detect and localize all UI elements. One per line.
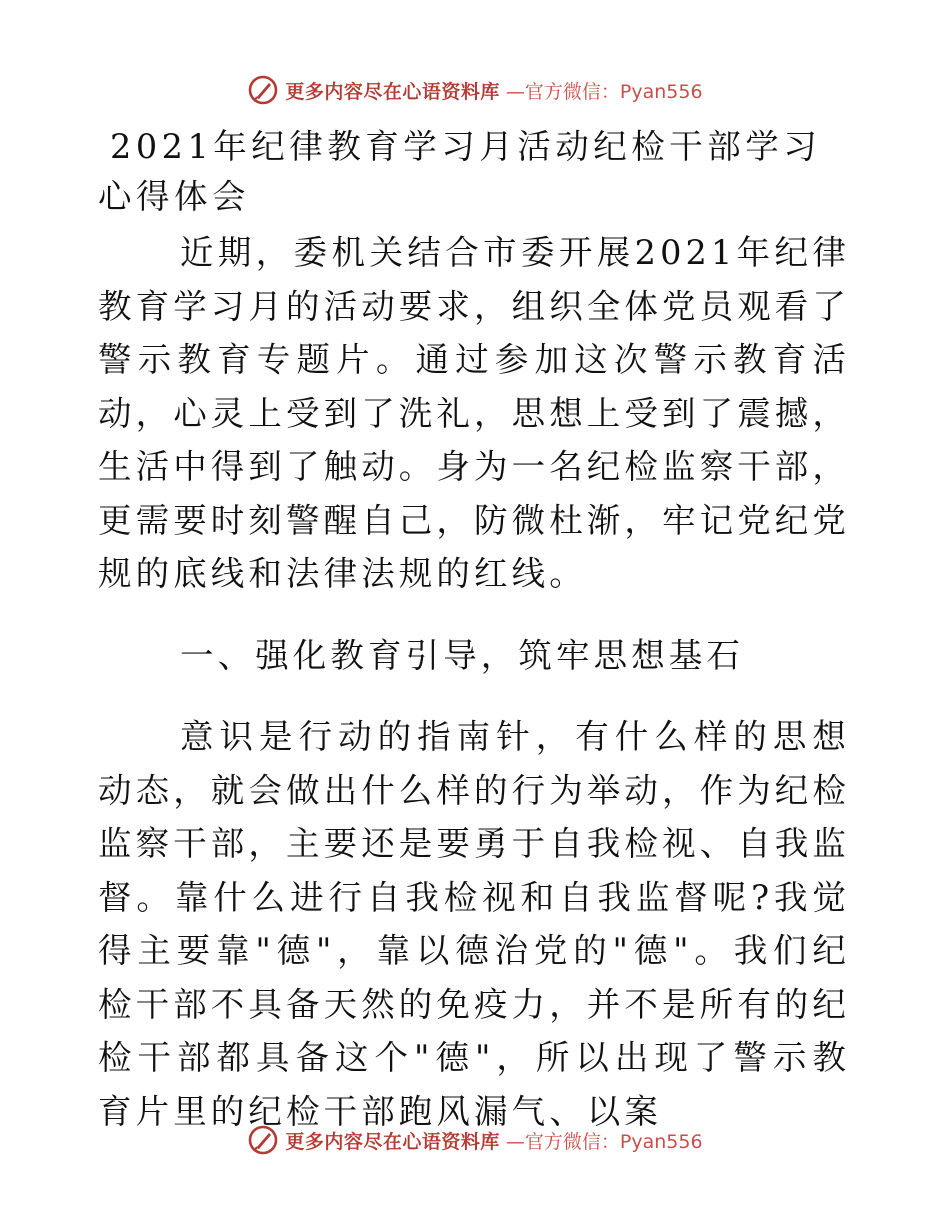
footer-watermark — [0, 1120, 950, 1160]
watermark-main-text: 更多内容尽在心语资料库 — [285, 80, 500, 103]
section-heading-1: 一、强化教育引导，筑牢思想基石 — [180, 635, 744, 675]
header-watermark — [0, 70, 950, 110]
watermark-wechat-text: —官方微信：Pyan556 — [505, 80, 703, 103]
watermark-wechat-text: —官方微信：Pyan556 — [505, 1130, 703, 1153]
paragraph-intro: 近期，委机关结合市委开展2021年纪律教育学习月的活动要求，组织全体党员观看了警示教育专题片。通过参加这次警示教育活动，心灵上受到了洗礼，思想上受到了震撼，生活中得到了触动。身为一名纪检监察干部，更需要时刻警醒自己，防微杜渐，牢记党纪党规的底线和法律法规的红线。 — [98, 233, 850, 593]
watermark-main-text: 更多内容尽在心语资料库 — [285, 1130, 500, 1153]
quill-pen-logo-icon — [247, 74, 279, 106]
quill-pen-logo-icon — [247, 1124, 279, 1156]
document-body — [98, 226, 850, 1166]
paragraph-section-1: 意识是行动的指南针，有什么样的思想动态，就会做出什么样的行为举动，作为纪检监察干部，主要还是要勇于自我检视、自我监督。靠什么进行自我检视和自我监督呢?我觉得主要靠"德"，靠以德治党的"德"。我们纪检干部不具备天然的免疫力，并不是所有的纪检干部都具备这个"德"，所以出现了警示教育片里的纪检干部跑风漏气、以案 — [98, 717, 850, 1131]
document-title: 2021年纪律教育学习月活动纪检干部学习心得体会 — [98, 127, 822, 216]
